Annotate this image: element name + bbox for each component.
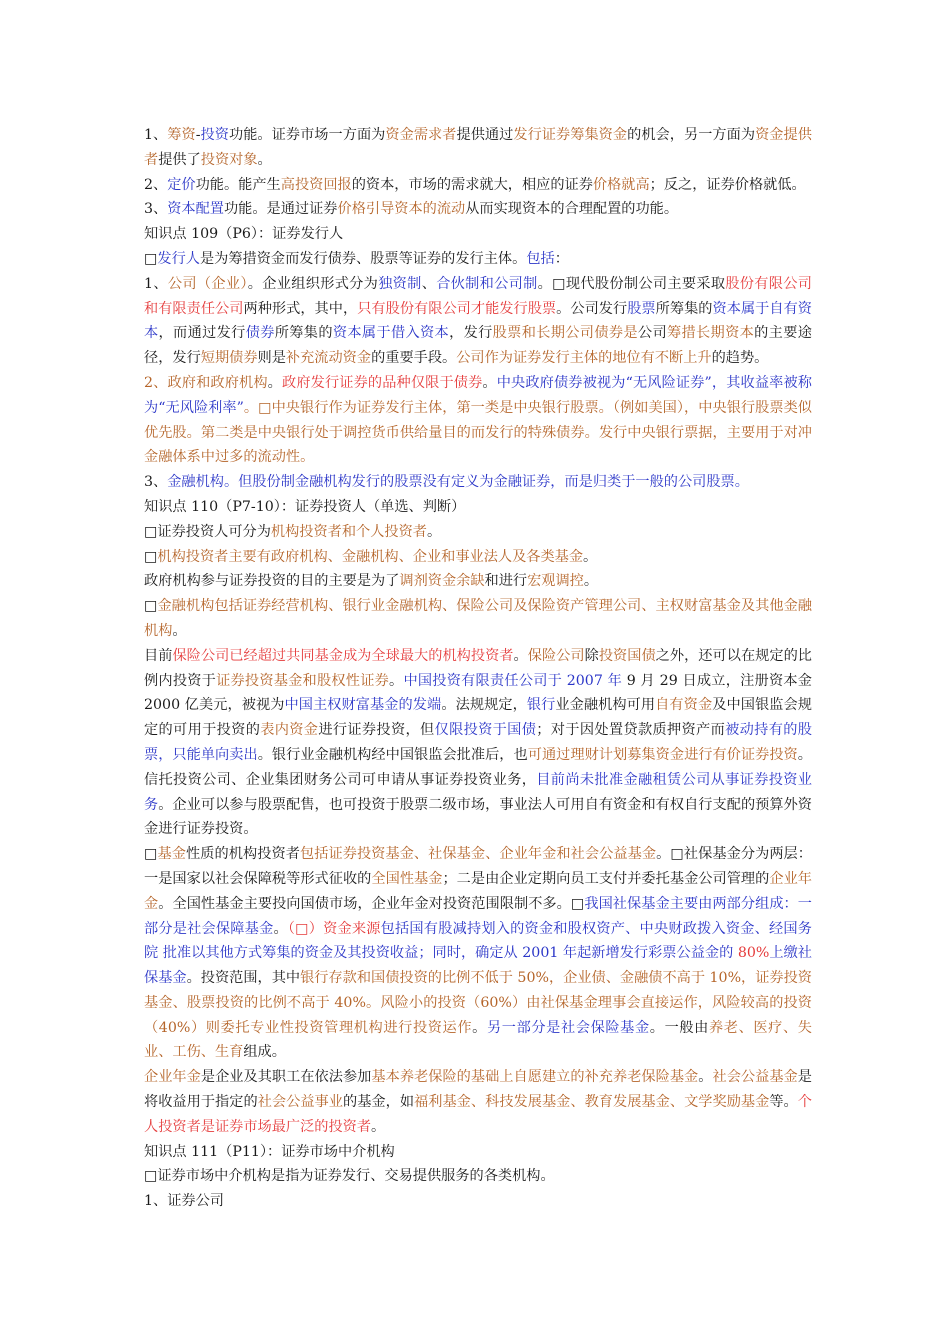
text-segment: 则是 bbox=[257, 350, 286, 367]
text-segment: 之外，还可以在规定的比例内投资于 bbox=[144, 647, 812, 689]
text-segment: ；反之，证券价格就低。 bbox=[649, 176, 806, 193]
text-segment: 保险公司 bbox=[527, 647, 585, 664]
text-segment: 。□中央银行作为证券发行主体，第一类是中央银行股票。（例如美国），中央银行股票类似优先股。第二类是中央银行处于调控货币供给量目的而发行的特殊债券。发行中央银行票据，主要用于对冲金融体系中过多的流动性。 bbox=[144, 399, 812, 466]
text-segment: 。 bbox=[172, 622, 187, 639]
text-segment: 我国社保基金主要由两部分组成：一部分是社会保障基金 bbox=[144, 895, 812, 937]
text-segment: 自有资金 bbox=[655, 697, 713, 714]
text-segment: 2、 bbox=[144, 176, 168, 193]
text-segment: 。投资范围，其中 bbox=[186, 970, 301, 987]
text-segment: 定价 bbox=[167, 176, 196, 193]
text-segment: 功能。是通过证券 bbox=[223, 201, 338, 218]
text-segment: 基金 bbox=[157, 846, 186, 863]
text-segment: 。企业组织形式分为 bbox=[247, 275, 379, 292]
text-segment: 性质的机构投资者 bbox=[185, 846, 300, 863]
text-segment: 调剂资金余缺 bbox=[399, 573, 485, 590]
text-segment: 资本配置 bbox=[167, 201, 224, 218]
text-segment: 政府机构参与证券投资的目的主要是为了 bbox=[144, 573, 400, 590]
text-segment: □ bbox=[144, 846, 158, 863]
paragraph-p6 bbox=[144, 272, 812, 371]
text-segment: 。 bbox=[426, 523, 442, 540]
text-segment: 筹措长期资本 bbox=[666, 325, 755, 342]
text-segment: 中国主权财富基金的发端 bbox=[284, 697, 442, 714]
text-segment: ： bbox=[554, 250, 569, 267]
text-segment: □ bbox=[144, 598, 158, 615]
text-segment: 提供通过 bbox=[456, 127, 514, 143]
text-segment: 从而实现资本的合理配置的功能。 bbox=[465, 201, 679, 218]
text-segment: 公司作为证券发行主体的地位有不断上升 bbox=[456, 350, 712, 367]
text-segment: 金融机构包括证券经营机构、银行业金融机构、保险公司及保险资产管理公司、主权财富基金及其他金融机构 bbox=[144, 598, 812, 639]
text-segment: 。 bbox=[389, 672, 404, 689]
text-segment: 金融机构。但股份制金融机构发行的股票没有定义为金融证券，而是归类于一般的公司股票。 bbox=[167, 474, 749, 491]
text-segment: 股票 bbox=[627, 300, 656, 317]
text-segment: 包括国有股减持划入的资金和股权资产、中央财政拨入资金、经国务院 批准以其他方式筹集的资金及其投资收益；同时，确定从 2001 年起新增发行彩票公益金的 bbox=[144, 920, 812, 962]
paragraph-p10 bbox=[144, 520, 812, 545]
text-segment: 所筹集的 bbox=[274, 325, 333, 342]
text-segment: 。企业可以参与股票配售，也可投资于股票二级市场，事业法人可用自有资金和有权自行支配的预算外资金进行证券投资。 bbox=[144, 796, 812, 838]
text-segment: 。 bbox=[371, 1118, 386, 1135]
paragraph-p11 bbox=[144, 545, 812, 570]
text-segment: 。 bbox=[257, 151, 272, 168]
paragraph-p9 bbox=[144, 495, 812, 520]
text-segment: 股份有限公司和有限责任公司 bbox=[144, 275, 812, 317]
text-segment: 个人投资者是证券市场最广泛的投资者 bbox=[144, 1094, 812, 1135]
text-segment: 1、 bbox=[144, 127, 168, 143]
text-segment: 3、 bbox=[144, 201, 168, 218]
text-segment: 债券 bbox=[245, 325, 275, 342]
text-segment: 1、 bbox=[144, 275, 168, 292]
paragraph-p13 bbox=[144, 594, 812, 644]
text-segment: 。银行业金融机构经中国银监会批准后，也 bbox=[257, 746, 528, 763]
text-segment: 。 bbox=[513, 647, 528, 664]
text-segment: 目前 bbox=[144, 647, 173, 664]
text-segment: 基本养老保险的基础上自愿建立的补充养老保险基金 bbox=[371, 1069, 699, 1086]
text-segment: 筹资 bbox=[167, 127, 196, 143]
text-segment: 功能。能产生 bbox=[195, 176, 281, 193]
text-segment: 。全国性基金主要投向国债市场，企业年金对投资范围限制不多。□ bbox=[158, 895, 585, 912]
text-segment: 1、证券公司 bbox=[144, 1193, 224, 1210]
paragraph-p8 bbox=[144, 470, 812, 495]
text-segment: 。法规规定， bbox=[441, 697, 527, 714]
text-segment: 所筹集的 bbox=[655, 300, 713, 317]
text-segment: 投资对象 bbox=[200, 151, 258, 168]
text-segment: 价格引导资本的流动 bbox=[337, 201, 466, 218]
text-segment: 。 bbox=[698, 1069, 713, 1086]
text-segment: 。公司发行 bbox=[556, 300, 628, 317]
paragraph-p16 bbox=[144, 1065, 812, 1139]
text-segment: 价格就高 bbox=[592, 176, 650, 193]
text-segment: 提供了 bbox=[158, 151, 201, 168]
text-segment: 只有股份有限公司才能发行股票 bbox=[357, 300, 557, 317]
paragraph-p5 bbox=[144, 247, 812, 272]
text-segment: 、 bbox=[421, 275, 437, 292]
text-segment: 的机会，另一方面为 bbox=[627, 127, 756, 143]
paragraph-p18 bbox=[144, 1164, 812, 1189]
text-segment: 机构投资者主要有政府机构、金融机构、企业和事业法人及各类基金 bbox=[157, 548, 584, 565]
text-segment: 投资 bbox=[200, 127, 229, 143]
text-segment: 的主要途径，发行 bbox=[144, 325, 812, 367]
text-segment: 。□社保基金分为两层：一是国家以社会保障税等形式征收的 bbox=[144, 846, 812, 887]
text-segment: □ bbox=[144, 250, 158, 267]
text-segment: 补充流动资金 bbox=[285, 350, 372, 367]
text-segment: 包括 bbox=[526, 250, 555, 267]
text-segment: 发行人 bbox=[157, 250, 200, 267]
paragraph-p1 bbox=[144, 123, 812, 173]
text-segment: 可通过理财计划募集资金进行有价证券投资 bbox=[527, 746, 798, 763]
text-segment: 证券投资基金和股权性证券 bbox=[216, 672, 390, 689]
text-segment: 保险公司已经超过共同基金成为全球最大的机构投资者 bbox=[172, 647, 514, 664]
text-segment: 资本属于自有资本 bbox=[144, 300, 812, 342]
text-segment: 公司（企业） bbox=[167, 275, 248, 292]
text-segment: 资本属于借入资本 bbox=[332, 325, 450, 342]
text-segment: 。 bbox=[267, 374, 282, 391]
text-segment: 。一般由 bbox=[649, 1019, 709, 1036]
text-segment: 目前尚未批准金融租赁公司从事证券投资业务 bbox=[144, 771, 812, 813]
paragraph-p4 bbox=[144, 222, 812, 247]
paragraph-p3 bbox=[144, 197, 812, 222]
text-segment: 合伙制和公司制 bbox=[436, 275, 538, 292]
text-segment: 中国投资有限责任公司于 2007 年 bbox=[403, 672, 623, 689]
text-segment: 和进行 bbox=[484, 573, 528, 590]
text-segment: 80% bbox=[737, 945, 770, 962]
text-segment: 的重要手段。 bbox=[371, 350, 457, 367]
text-segment: 另一部分是社会保险基金 bbox=[486, 1019, 650, 1036]
text-segment: 。 bbox=[583, 548, 598, 565]
text-segment: 中央政府债券被视为“无风险证券”，其收益率被称为“无风险利率” bbox=[144, 374, 812, 416]
text-segment: 进行证券投资，但 bbox=[318, 722, 435, 739]
text-segment: 。 bbox=[273, 920, 288, 937]
text-segment: 及中国银监会规定的可用于投资的 bbox=[144, 697, 812, 739]
text-segment: 发行证券筹集资金 bbox=[513, 127, 628, 143]
paragraph-p12 bbox=[144, 569, 812, 594]
text-segment: 。信托投资公司、企业集团财务公司可申请从事证券投资业务， bbox=[144, 746, 812, 788]
text-segment: 是企业及其职工在依法参加 bbox=[200, 1069, 372, 1086]
paragraph-p17 bbox=[144, 1140, 812, 1165]
text-segment: 表内资金 bbox=[260, 722, 319, 739]
text-segment: 的资本，市场的需求就大，相应的证券 bbox=[351, 176, 593, 193]
text-segment: 9 月 29 日成立，注册资本金 2000 亿美元，被视为 bbox=[144, 672, 812, 714]
document-body bbox=[144, 123, 812, 1214]
paragraph-p14 bbox=[144, 644, 812, 842]
text-segment: 两种形式，其中， bbox=[243, 300, 358, 317]
text-segment: 业金融机构可用 bbox=[555, 697, 656, 714]
text-segment: 银行存款和国债投资的比例不低于 50%，企业债、金融债不高于 10%，证券投资基金、股票投资的比例不高于 40%。风险小的投资（60%）由社保基金理事会直接运作，风险较高的投资（40%）则委托专业性投资管理机构进行投资运作 bbox=[144, 970, 812, 1036]
text-segment: 社会公益基金 bbox=[712, 1069, 798, 1086]
text-segment: ，发行 bbox=[449, 325, 493, 342]
text-segment: 除 bbox=[584, 647, 599, 664]
text-segment: 政府发行证券的品种仅限于债券 bbox=[282, 374, 483, 391]
text-segment: 股票和长期公司债券是 bbox=[492, 325, 638, 342]
text-segment: 福利基金、科技发展基金、教育发展基金、文学奖励基金 bbox=[414, 1094, 770, 1111]
text-segment: 知识点 109（P6）：证券发行人 bbox=[144, 226, 344, 243]
text-segment: □证券市场中介机构是指为证券发行、交易提供服务的各类机构。 bbox=[144, 1168, 555, 1185]
text-segment: ；对于因处置贷款质押资产而 bbox=[536, 722, 726, 739]
text-segment: 银行 bbox=[526, 697, 556, 714]
text-segment: 高投资回报 bbox=[280, 176, 352, 193]
text-segment: 企业年金 bbox=[144, 1069, 201, 1086]
text-segment: 全国性基金 bbox=[371, 870, 443, 887]
text-segment: 企业年金 bbox=[144, 870, 812, 912]
text-segment: 独资制 bbox=[378, 275, 422, 292]
paragraph-p19 bbox=[144, 1189, 812, 1214]
text-segment: 组成。 bbox=[243, 1044, 286, 1061]
text-segment: 2、政府和政府机构 bbox=[144, 374, 268, 391]
text-segment: □ bbox=[144, 548, 158, 565]
text-segment: 投资国债 bbox=[598, 647, 656, 664]
text-segment: 。 bbox=[482, 374, 497, 391]
text-segment: （□）资金来源 bbox=[287, 920, 381, 937]
text-segment: 短期债券 bbox=[200, 350, 258, 367]
text-segment: 社会公益事业 bbox=[257, 1094, 343, 1111]
text-segment: 上缴社保基金 bbox=[144, 945, 812, 987]
text-segment: 包括证券投资基金、社保基金、企业年金和社会公益基金 bbox=[299, 846, 657, 863]
text-segment: ，而通过发行 bbox=[158, 325, 246, 342]
text-segment: 被动持有的股票，只能单向卖出 bbox=[144, 722, 812, 763]
text-segment: 。□现代股份制公司主要采取 bbox=[537, 275, 726, 292]
text-segment: 是为筹措资金而发行债券、股票等证券的发行主体。 bbox=[199, 250, 527, 267]
text-segment: 仅限投资于国债 bbox=[434, 722, 537, 739]
text-segment: 知识点 111（P11）：证券市场中介机构 bbox=[144, 1143, 395, 1160]
text-segment: 的趋势。 bbox=[711, 350, 769, 367]
text-segment: 。 bbox=[472, 1019, 487, 1036]
text-segment: 。 bbox=[583, 573, 599, 590]
text-segment: 知识点 110（P7-10）：证券投资人（单选、判断） bbox=[144, 498, 466, 515]
paragraph-p2 bbox=[144, 173, 812, 198]
text-segment: 宏观调控 bbox=[527, 573, 584, 590]
paragraph-p15 bbox=[144, 842, 812, 1065]
text-segment: 养老、医疗、失业、工伤、生育 bbox=[144, 1019, 812, 1061]
text-segment: 的基金，如 bbox=[342, 1094, 415, 1111]
text-segment: 等。 bbox=[769, 1094, 798, 1111]
text-segment: 资金提供者 bbox=[144, 127, 812, 168]
text-segment: 公司 bbox=[637, 325, 667, 342]
paragraph-p7 bbox=[144, 371, 812, 470]
text-segment: □证券投资人可分为 bbox=[144, 523, 271, 540]
text-segment: - bbox=[195, 127, 201, 143]
text-segment: 是将收益用于指定的 bbox=[144, 1069, 812, 1111]
text-segment: 机构投资者和个人投资者 bbox=[270, 523, 427, 540]
text-segment: 资金需求者 bbox=[385, 127, 457, 143]
text-segment: 3、 bbox=[144, 474, 168, 491]
text-segment: ；二是由企业定期向员工支付并委托基金公司管理的 bbox=[442, 870, 770, 887]
text-segment: 功能。证券市场一方面为 bbox=[228, 127, 386, 143]
